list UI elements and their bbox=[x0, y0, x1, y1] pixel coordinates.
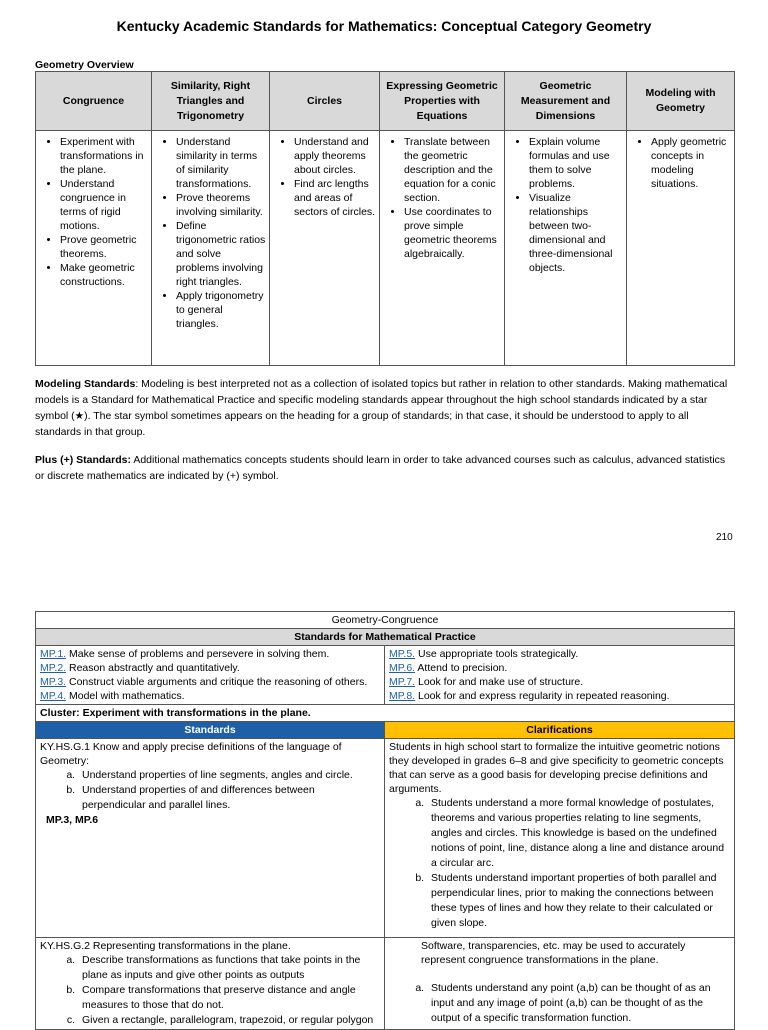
overview-cell-measurement bbox=[505, 131, 627, 366]
standard-item: b. Understand properties of and differences between perpendicular and parallel lines. bbox=[78, 783, 380, 813]
overview-header-row bbox=[36, 72, 735, 131]
standard-item: b. Compare transformations that preserve distance and angle measures to those that do not. bbox=[78, 983, 380, 1013]
page-number: 210 bbox=[716, 532, 733, 543]
overview-bullet: • Visualize relationships between two-dimensional and three-dimensional objects. bbox=[529, 191, 623, 275]
mp-link[interactable]: MP.2. bbox=[40, 662, 67, 674]
practices-right bbox=[385, 646, 735, 705]
overview-heading: Similarity, Right Triangles and Trigonometry bbox=[152, 72, 270, 131]
practices-row bbox=[36, 646, 735, 705]
overview-heading: Geometric Measurement and Dimensions bbox=[505, 72, 627, 131]
overview-bullet: • Understand similarity in terms of similarity transformations. bbox=[176, 135, 266, 191]
mp-link[interactable]: MP.6. bbox=[389, 662, 416, 674]
standard-item: a. Describe transformations as functions that take points in the plane as inputs and give other points as outputs bbox=[78, 953, 380, 983]
geometry-overview-table bbox=[35, 71, 735, 366]
overview-body-row bbox=[36, 131, 735, 366]
practice-heading: Standards for Mathematical Practice bbox=[36, 629, 735, 646]
clarification-item: a. Students understand a more formal knowledge of postulates, theorems and various properties relating to line segments, angles and circles. This knowledge is based on the undefined notions of point, line, distance along a line and distance around a circular arc. bbox=[427, 796, 730, 871]
overview-bullet: • Explain volume formulas and use them to solve problems. bbox=[529, 135, 623, 191]
mp-text: Look for and express regularity in repeated reasoning. bbox=[415, 690, 670, 702]
overview-cell-congruence bbox=[36, 131, 152, 366]
overview-heading: Congruence bbox=[36, 72, 152, 131]
overview-heading: Modeling with Geometry bbox=[627, 72, 735, 131]
overview-cell-similarity bbox=[152, 131, 270, 366]
standard-row-g2 bbox=[36, 938, 735, 1030]
standard-intro: KY.HS.G.1 Know and apply precise definitions of the language of Geometry: bbox=[40, 741, 342, 767]
mp-link[interactable]: MP.5. bbox=[389, 648, 416, 660]
mp-text: Reason abstractly and quantitatively. bbox=[66, 662, 240, 674]
standard-intro: KY.HS.G.2 Representing transformations in the plane. bbox=[40, 940, 291, 952]
clarification-intro: Students in high school start to formalize the intuitive geometric notions they developed in grades 6–8 and give specificity to geometric concepts that can serve as a good basis for developing precise definitions and arguments. bbox=[389, 741, 724, 795]
plus-standards-label: Plus (+) Standards: bbox=[35, 454, 131, 466]
overview-bullet: • Use coordinates to prove simple geometric theorems algebraically. bbox=[404, 205, 501, 261]
standard-item: c. Given a rectangle, parallelogram, trapezoid, or regular polygon bbox=[78, 1013, 380, 1028]
plus-standards-paragraph bbox=[35, 452, 735, 484]
overview-bullet: • Understand and apply theorems about circles. bbox=[294, 135, 376, 177]
mp-text: Construct viable arguments and critique the reasoning of others. bbox=[66, 676, 368, 688]
modeling-standards-text: : Modeling is best interpreted not as a collection of isolated topics but rather in relation to other standards. Making mathematical models is a Standard for Mathematical Practice and specific modeling standards appear throughout the high school standards indicated by a star symbol (★). The star symbol sometimes appears on the heading for a group of standards; in that case, it should be understood to apply to all standards in that group. bbox=[35, 378, 728, 438]
standard-mp-refs: MP.3, MP.6 bbox=[46, 814, 99, 826]
overview-bullet: • Experiment with transformations in the plane. bbox=[60, 135, 148, 177]
clarifications-heading: Clarifications bbox=[385, 722, 735, 739]
mp-link[interactable]: MP.4. bbox=[40, 690, 67, 702]
mp-link[interactable]: MP.3. bbox=[40, 676, 67, 688]
overview-bullet: • Find arc lengths and areas of sectors of circles. bbox=[294, 177, 376, 219]
clarification-intro: Software, transparencies, etc. may be used to accurately represent congruence transformations in the plane. bbox=[421, 940, 686, 966]
overview-bullet: • Apply trigonometry to general triangles. bbox=[176, 289, 266, 331]
standards-heading: Standards bbox=[36, 722, 385, 739]
overview-bullet: • Define trigonometric ratios and solve problems involving right triangles. bbox=[176, 219, 266, 289]
overview-bullet: • Apply geometric concepts in modeling situations. bbox=[651, 135, 731, 191]
overview-cell-circles bbox=[270, 131, 380, 366]
modeling-standards-label: Modeling Standards bbox=[35, 378, 136, 390]
clarification-g2 bbox=[385, 938, 735, 1030]
mp-link[interactable]: MP.7. bbox=[389, 676, 416, 688]
standard-row-g1 bbox=[36, 739, 735, 938]
standard-g1 bbox=[36, 739, 385, 938]
overview-bullet: • Prove theorems involving similarity. bbox=[176, 191, 266, 219]
overview-bullet: • Understand congruence in terms of rigid motions. bbox=[60, 177, 148, 233]
overview-cell-modeling bbox=[627, 131, 735, 366]
clarification-g1 bbox=[385, 739, 735, 938]
overview-heading: Expressing Geometric Properties with Equations bbox=[380, 72, 505, 131]
mp-link[interactable]: MP.8. bbox=[389, 690, 416, 702]
congruence-title: Geometry-Congruence bbox=[36, 612, 735, 629]
clarification-item: a. Students understand any point (a,b) can be thought of as an input and any image of point (a,b) can be thought of as the output of a specific transformation function. bbox=[427, 981, 730, 1026]
mp-text: Attend to precision. bbox=[415, 662, 508, 674]
standard-g2 bbox=[36, 938, 385, 1030]
mp-link[interactable]: MP.1. bbox=[40, 648, 67, 660]
mp-text: Look for and make use of structure. bbox=[415, 676, 584, 688]
mp-text: Make sense of problems and persevere in solving them. bbox=[66, 648, 330, 660]
cluster-heading: Cluster: Experiment with transformations in the plane. bbox=[36, 705, 735, 722]
standard-item: a. Understand properties of line segments, angles and circle. bbox=[78, 768, 380, 783]
overview-bullet: • Translate between the geometric description and the equation for a conic section. bbox=[404, 135, 501, 205]
overview-label: Geometry Overview bbox=[35, 59, 134, 71]
mp-text: Model with mathematics. bbox=[66, 690, 185, 702]
overview-heading: Circles bbox=[270, 72, 380, 131]
overview-cell-equations bbox=[380, 131, 505, 366]
mp-text: Use appropriate tools strategically. bbox=[415, 648, 579, 660]
modeling-standards-paragraph bbox=[35, 376, 735, 440]
overview-bullet: • Prove geometric theorems. bbox=[60, 233, 148, 261]
geometry-congruence-table bbox=[35, 611, 735, 1030]
plus-standards-text: Additional mathematics concepts students should learn in order to take advanced courses such as calculus, advanced statistics or discrete mathematics are indicated by (+) symbol. bbox=[35, 454, 726, 482]
practices-left bbox=[36, 646, 385, 705]
page-title: Kentucky Academic Standards for Mathematics: Conceptual Category Geometry bbox=[116, 18, 652, 34]
clarification-item: b. Students understand important properties of both parallel and perpendicular lines, prior to making the connections between these types of lines and how they relate to their calculated or given slope. bbox=[427, 871, 730, 931]
overview-bullet: • Make geometric constructions. bbox=[60, 261, 148, 289]
